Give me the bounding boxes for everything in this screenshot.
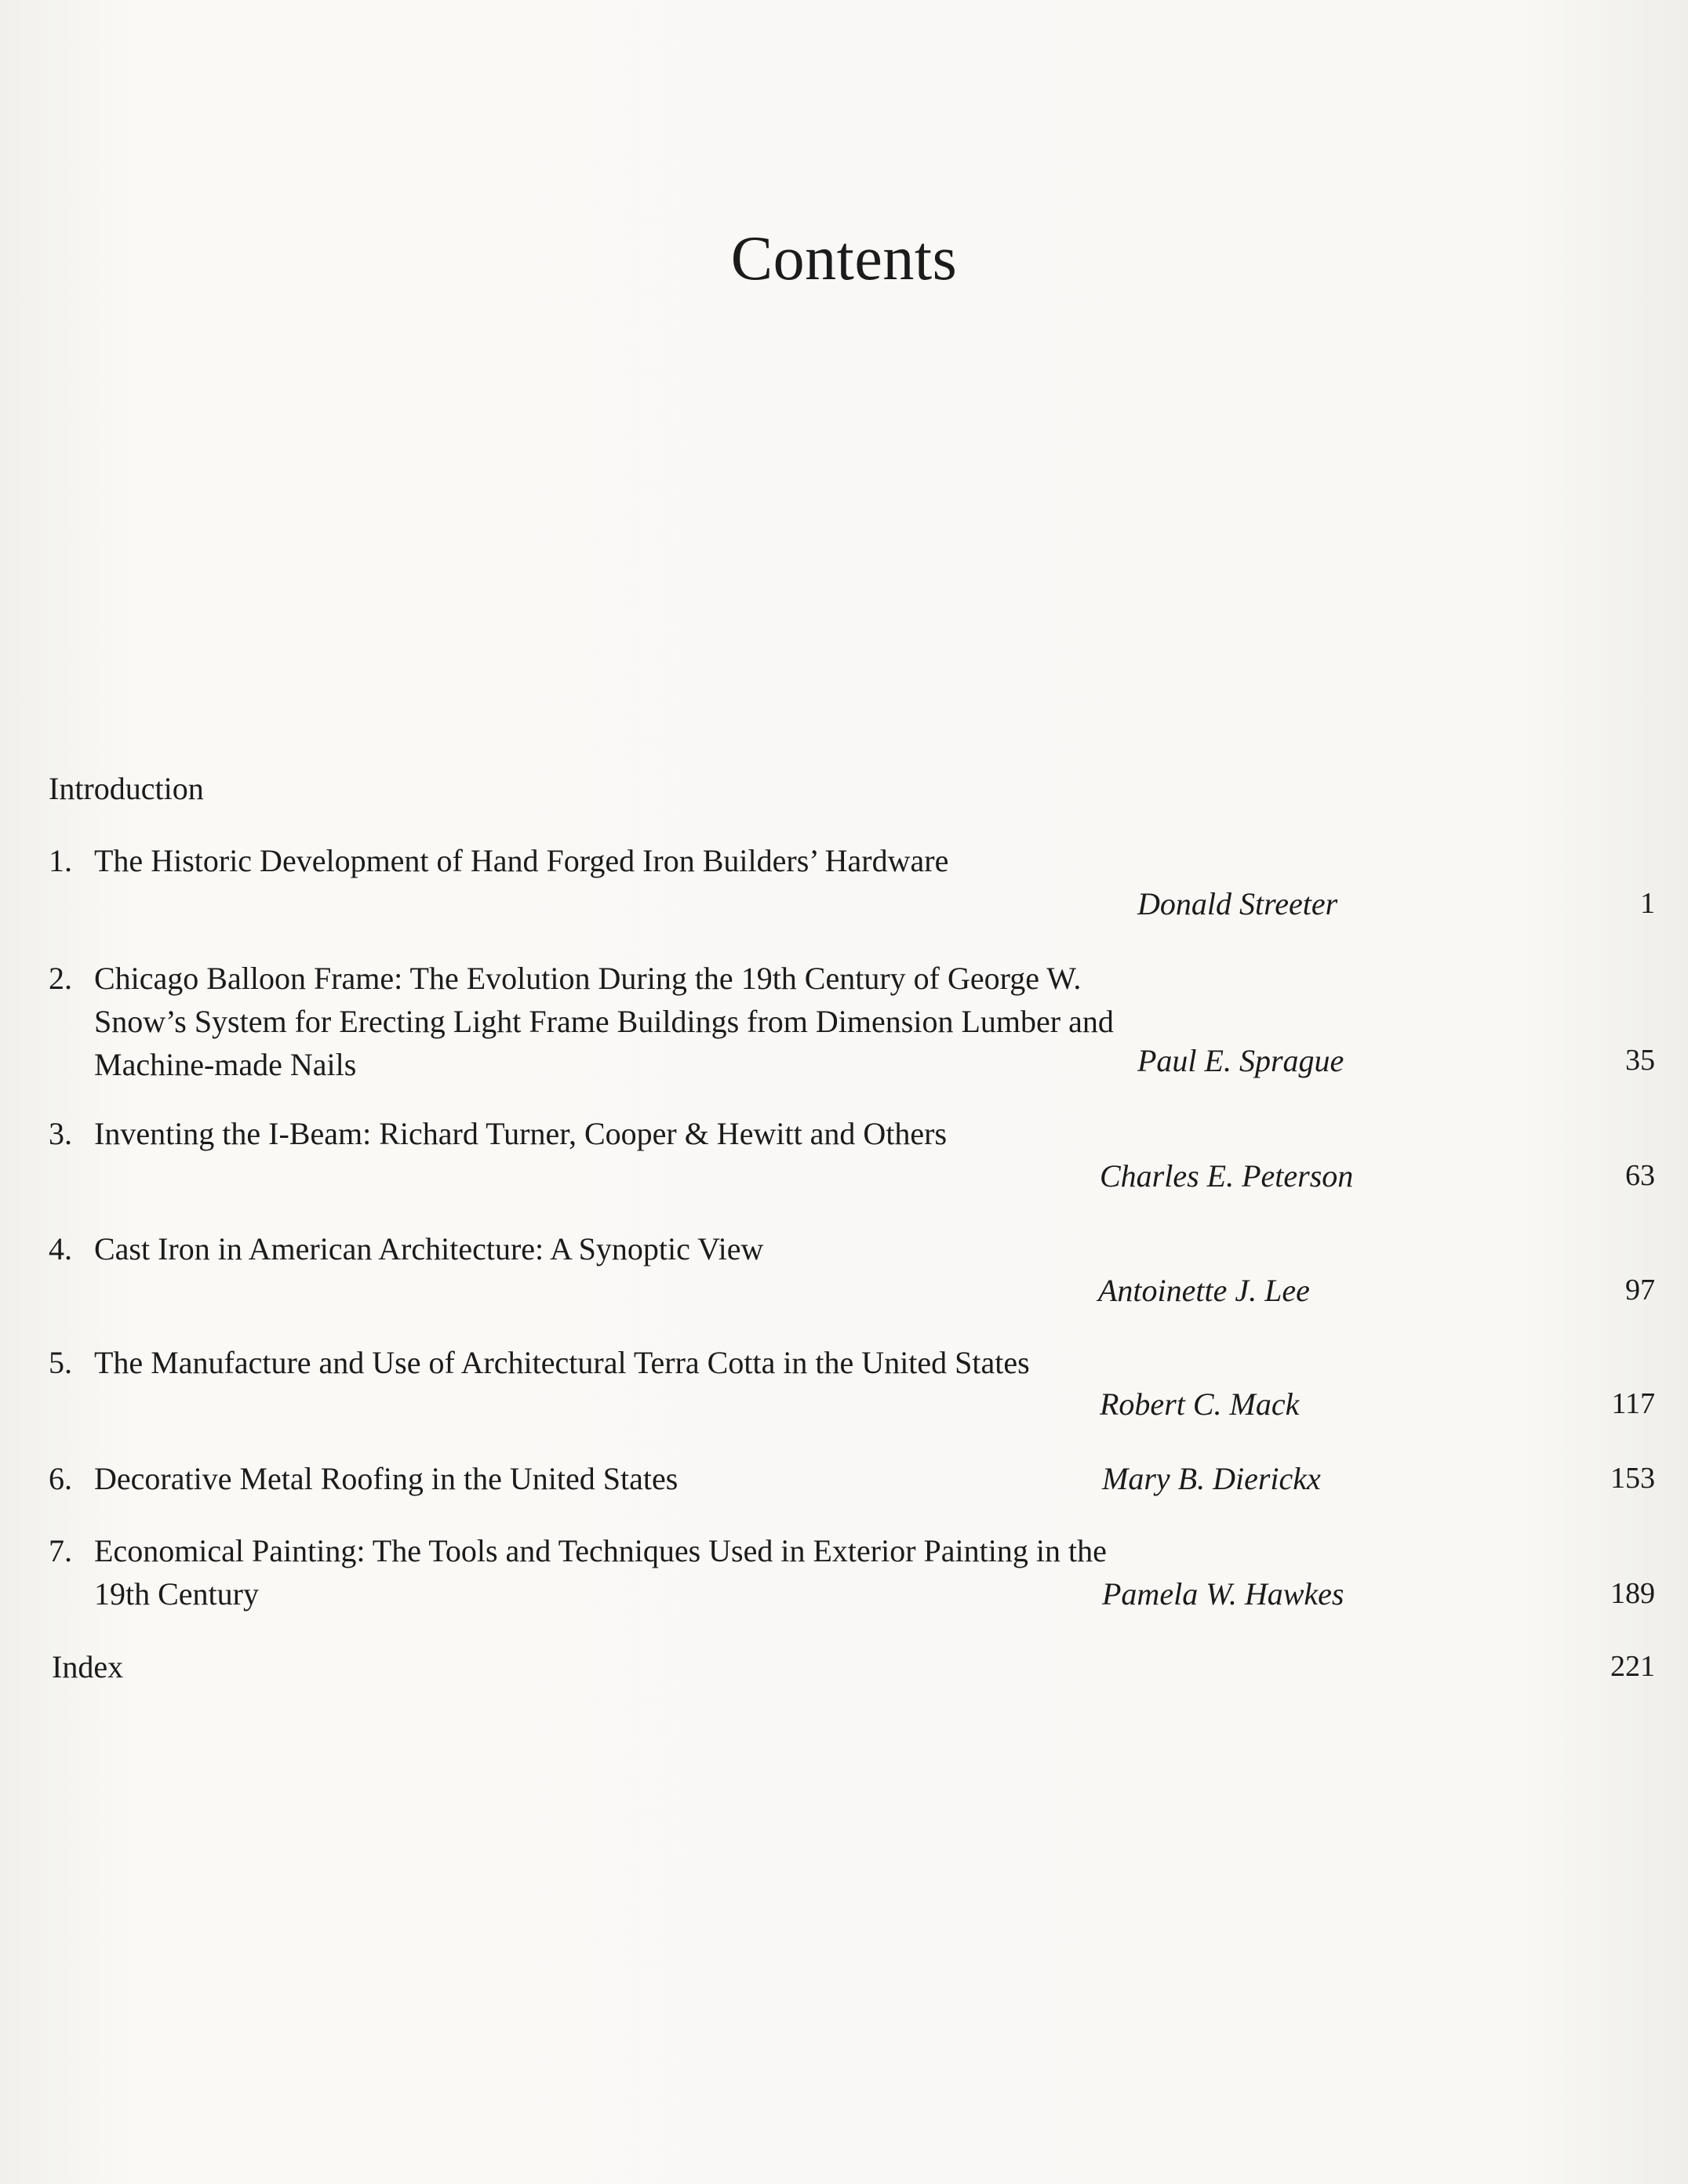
entry-title: Economical Painting: The Tools and Techniques Used in Exterior Painting in the — [94, 1533, 1107, 1568]
entry-author: Antoinette J. Lee — [1098, 1273, 1310, 1308]
entry-author: Robert C. Mack — [1100, 1386, 1300, 1422]
entry-title: Inventing the I-Beam: Richard Turner, Cooper & Hewitt and Others — [94, 1116, 948, 1151]
entry-author: Donald Streeter — [1137, 886, 1338, 921]
entry-page-number: 153 — [1610, 1462, 1655, 1495]
entry-title-line: 19th Century — [94, 1576, 259, 1612]
entry-title-line: Snow’s System for Erecting Light Frame Buildings from Dimension Lumber and — [94, 1004, 1114, 1039]
entry-number: 7. — [49, 1533, 72, 1568]
index-page-number: 221 — [1610, 1650, 1655, 1683]
toc-entry-5[interactable] — [49, 1341, 1030, 1384]
entry-author: Charles E. Peterson — [1100, 1158, 1354, 1194]
entry-page-number: 117 — [1611, 1387, 1655, 1420]
entry-number: 2. — [49, 961, 72, 996]
toc-entry-4[interactable] — [49, 1227, 763, 1270]
entry-number: 4. — [49, 1231, 72, 1266]
entry-number: 3. — [49, 1116, 72, 1151]
entry-author: Pamela W. Hawkes — [1102, 1576, 1344, 1612]
entry-author: Mary B. Dierickx — [1102, 1461, 1321, 1496]
toc-entry-2[interactable] — [49, 957, 1114, 1086]
entry-title: Cast Iron in American Architecture: A Synoptic View — [94, 1231, 764, 1266]
toc-entry-1[interactable] — [49, 839, 948, 882]
entry-number: 5. — [49, 1345, 72, 1380]
entry-number: 6. — [49, 1461, 72, 1496]
toc-entry-6[interactable] — [49, 1457, 678, 1500]
entry-page-number: 189 — [1610, 1577, 1655, 1610]
entry-title: The Historic Development of Hand Forged Iron Builders’ Hardware — [94, 843, 949, 878]
entry-page-number: 1 — [1640, 887, 1655, 920]
entry-author: Paul E. Sprague — [1137, 1043, 1344, 1078]
entry-page-number: 97 — [1625, 1274, 1655, 1306]
entry-title: Decorative Metal Roofing in the United States — [94, 1461, 678, 1496]
entry-page-number: 35 — [1625, 1044, 1655, 1077]
toc-index[interactable]: Index — [52, 1649, 124, 1684]
page-title: Contents — [730, 224, 958, 293]
entry-title: The Manufacture and Use of Architectural Terra Cotta in the United States — [94, 1345, 1030, 1380]
entry-title-line: Machine-made Nails — [94, 1047, 357, 1082]
entry-title: Chicago Balloon Frame: The Evolution During the 19th Century of George W. — [94, 961, 1082, 996]
toc-entry-3[interactable] — [49, 1112, 947, 1155]
entry-page-number: 63 — [1625, 1159, 1655, 1192]
entry-number: 1. — [49, 843, 72, 878]
toc-entry-7[interactable] — [49, 1529, 1107, 1615]
toc-introduction[interactable]: Introduction — [49, 771, 204, 806]
